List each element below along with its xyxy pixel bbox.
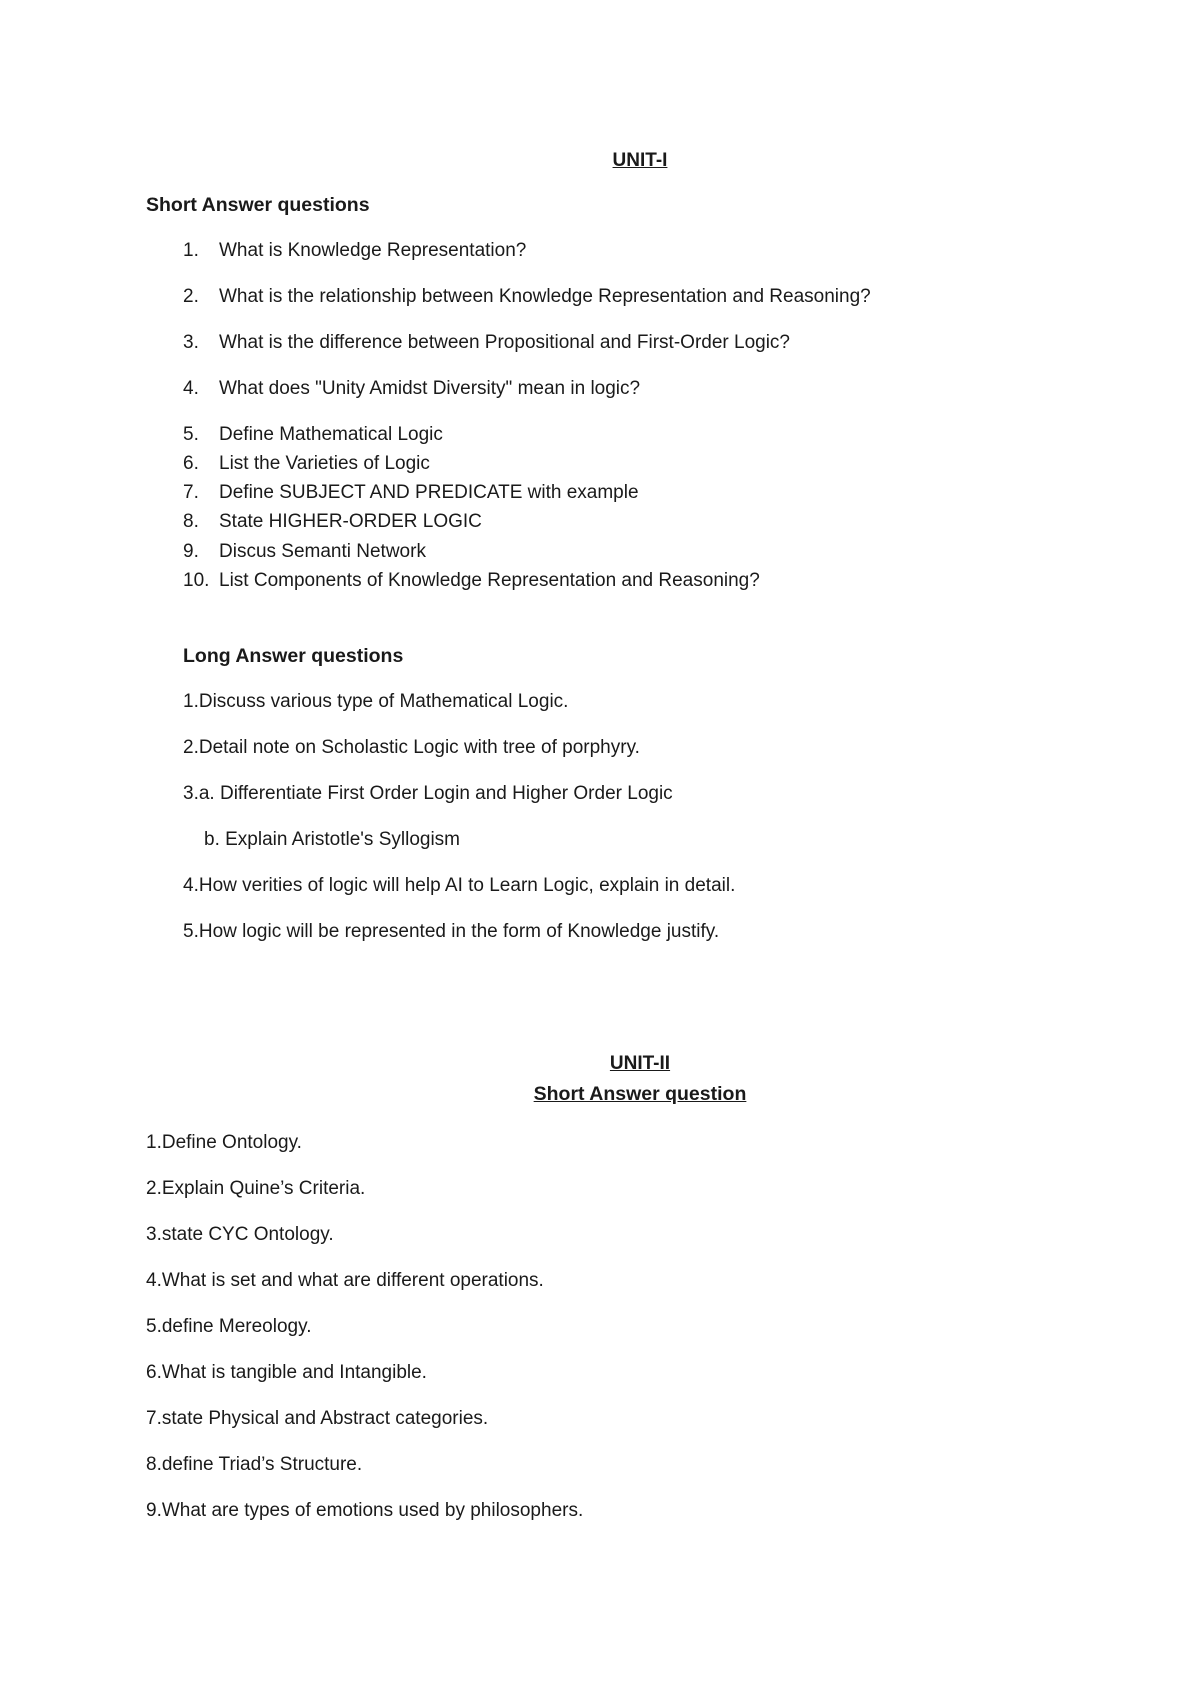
item-number: 10.: [183, 570, 210, 591]
unit1-short-heading: Short Answer questions: [146, 194, 370, 216]
unit2-short-heading: Short Answer question: [533, 1083, 747, 1105]
item-number: 8.: [183, 511, 199, 532]
item-text: Define Mathematical Logic: [219, 424, 443, 445]
item-text: Define SUBJECT AND PREDICATE with example: [219, 482, 639, 503]
list-item: 1.Define Ontology.: [146, 1132, 302, 1153]
list-item: 8.define Triad’s Structure.: [146, 1454, 363, 1475]
list-item: 4.How verities of logic will help AI to Learn Logic, explain in detail.: [183, 875, 736, 896]
item-text: What does "Unity Amidst Diversity" mean in logic?: [219, 378, 641, 399]
item-number: 1.: [183, 240, 199, 261]
list-item: 9.What are types of emotions used by philosophers.: [146, 1500, 584, 1521]
item-number: 5.: [183, 424, 199, 445]
list-item: 6.What is tangible and Intangible.: [146, 1362, 427, 1383]
list-item: 7.state Physical and Abstract categories.: [146, 1408, 489, 1429]
item-text: What is Knowledge Representation?: [219, 240, 527, 261]
list-item: 5.define Mereology.: [146, 1316, 312, 1337]
item-number: 4.: [183, 378, 199, 399]
item-text: What is the difference between Propositional and First-Order Logic?: [219, 332, 791, 353]
list-item: b. Explain Aristotle's Syllogism: [204, 829, 461, 850]
item-text: Discus Semanti Network: [219, 541, 426, 562]
list-item: 4.What is set and what are different operations.: [146, 1270, 544, 1291]
item-number: 9.: [183, 541, 199, 562]
list-item: 2.Explain Quine’s Criteria.: [146, 1178, 366, 1199]
list-item: 3.state CYC Ontology.: [146, 1224, 334, 1245]
unit1-title: UNIT-I: [612, 150, 668, 171]
item-number: 6.: [183, 453, 199, 474]
list-item: 2.Detail note on Scholastic Logic with tree of porphyry.: [183, 737, 640, 758]
unit1-long-heading: Long Answer questions: [183, 645, 404, 667]
list-item: 3.a. Differentiate First Order Login and Higher Order Logic: [183, 783, 673, 804]
list-item: 5.How logic will be represented in the form of Knowledge justify.: [183, 921, 720, 942]
item-text: List the Varieties of Logic: [219, 453, 430, 474]
item-number: 3.: [183, 332, 199, 353]
item-text: List Components of Knowledge Representation and Reasoning?: [219, 570, 760, 591]
unit2-title: UNIT-II: [609, 1053, 671, 1074]
item-number: 2.: [183, 286, 199, 307]
list-item: 1.Discuss various type of Mathematical Logic.: [183, 691, 569, 712]
item-text: What is the relationship between Knowledge Representation and Reasoning?: [219, 286, 871, 307]
item-text: State HIGHER-ORDER LOGIC: [219, 511, 482, 532]
item-number: 7.: [183, 482, 199, 503]
